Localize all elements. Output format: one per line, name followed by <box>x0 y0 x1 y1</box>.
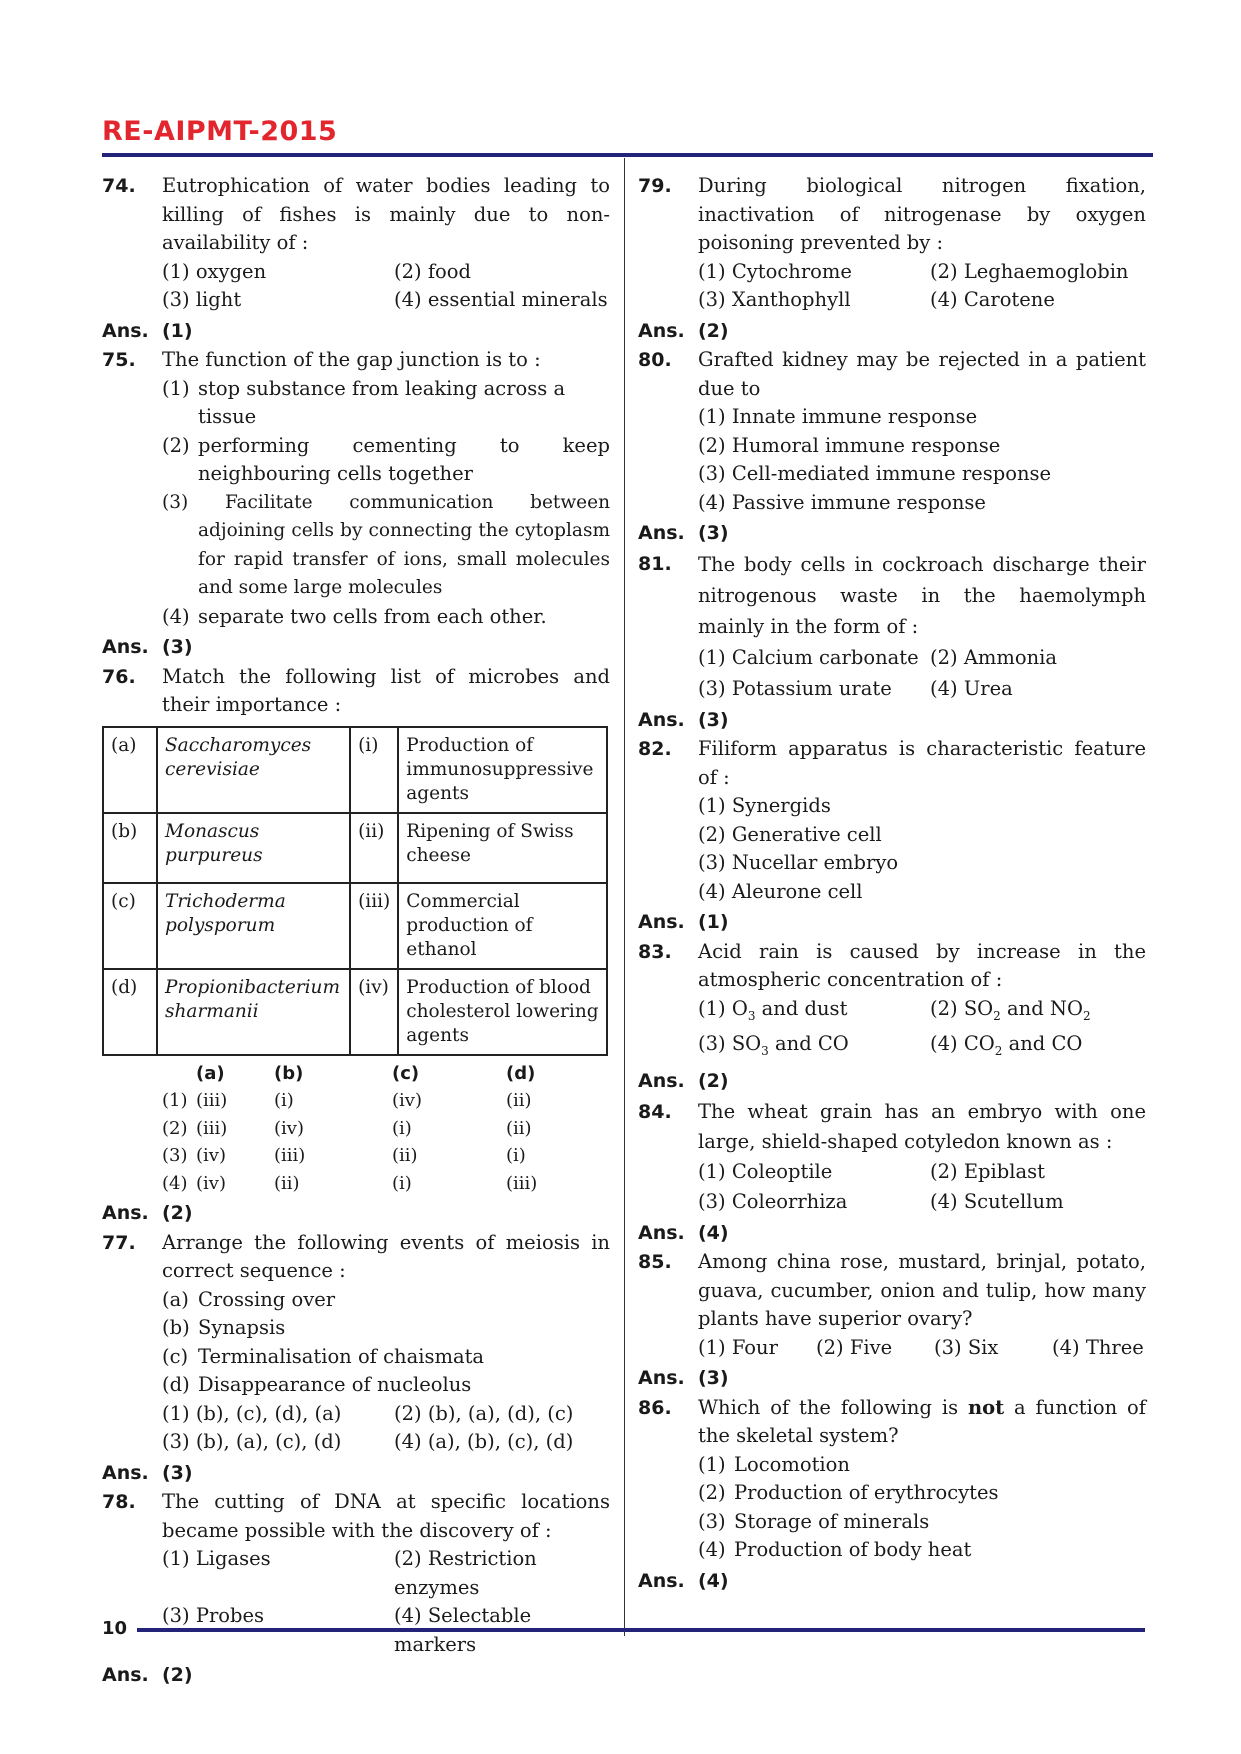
question-text: Acid rain is caused by increase in the atmospheric concentration of : <box>698 939 1146 991</box>
answer-value: (2) <box>698 1070 729 1093</box>
options <box>162 1545 610 1659</box>
answer <box>638 519 1146 548</box>
option: (1) Calcium carbonate <box>698 645 919 669</box>
table-cell: (d) <box>103 969 157 1055</box>
item-label: (b) <box>162 1316 190 1339</box>
option: (3) Cell-mediated immune response <box>698 462 1052 485</box>
item-text: Terminalisation of chaismata <box>198 1344 485 1368</box>
right-column <box>638 172 1146 1596</box>
question-85 <box>638 1248 1146 1334</box>
table-row <box>103 969 607 1055</box>
option: (4) Scutellum <box>930 1189 1064 1213</box>
option: (1) Innate immune response <box>698 405 978 428</box>
table-cell: (c) <box>103 883 157 969</box>
question-number: 79. <box>638 175 672 197</box>
question-text: The cutting of DNA at specific locations became possible with the discovery of : <box>162 1490 610 1542</box>
option: (2) Five <box>816 1335 893 1359</box>
option-text: performing cementing to keep neighbouring cells together <box>198 433 610 485</box>
option <box>930 1030 1146 1065</box>
table-row <box>103 813 607 883</box>
footer-rule <box>137 1628 1145 1632</box>
item-label: (d) <box>162 1373 190 1396</box>
question-86 <box>638 1394 1146 1451</box>
question-text: Eutrophication of water bodies leading to killing of fishes is mainly due to non-availability of : <box>162 174 610 254</box>
option-text: Locomotion <box>734 1452 850 1476</box>
grid-cell: (2) <box>162 1117 188 1139</box>
option: (3) Six <box>934 1335 999 1359</box>
options <box>698 1334 1146 1363</box>
option-text: (3) SO <box>698 1031 762 1055</box>
option: (4) Three <box>1052 1335 1144 1359</box>
option <box>698 1508 1146 1537</box>
option: (3) Nucellar embryo <box>698 851 899 874</box>
option-text: (1) O <box>698 996 748 1020</box>
option-text: (4) CO <box>930 1031 995 1055</box>
grid-header: (c) <box>392 1062 420 1084</box>
question-number: 85. <box>638 1251 672 1274</box>
answer <box>638 908 1146 937</box>
answer-value: (2) <box>162 1664 193 1686</box>
item-label: (c) <box>162 1344 189 1368</box>
options <box>162 258 610 315</box>
option: (1) Cytochrome <box>698 259 852 283</box>
question-76 <box>102 663 610 720</box>
table-cell: Propionibacterium sharmanii <box>157 969 350 1055</box>
answer-label: Ans. <box>638 1569 685 1592</box>
option: (3) (b), (a), (c), (d) <box>162 1430 342 1453</box>
item-text: Crossing over <box>198 1287 336 1311</box>
answer-label: Ans. <box>102 1461 149 1484</box>
answer <box>102 633 610 662</box>
option <box>698 1451 1146 1480</box>
table-cell: Ripening of Swiss cheese <box>398 813 607 883</box>
table-cell: Commercial production of ethanol <box>398 883 607 969</box>
option: (1) Synergids <box>698 794 831 817</box>
answer-label: Ans. <box>638 1070 685 1093</box>
option-text: and CO <box>768 1031 849 1055</box>
grid-cell: (iv) <box>274 1117 304 1139</box>
answer-value: (1) <box>162 319 193 342</box>
option: (1) (b), (c), (d), (a) <box>162 1401 342 1425</box>
grid-cell: (i) <box>506 1145 526 1166</box>
table-cell: (b) <box>103 813 157 883</box>
table-cell: Trichoderma polysporum <box>157 883 350 969</box>
list-item <box>162 1286 610 1315</box>
list-item <box>162 1314 610 1343</box>
question-text: The body cells in cockroach discharge their nitrogenous waste in the haemolymph mainly in the form of : <box>698 552 1146 638</box>
question-82 <box>638 735 1146 792</box>
answer-value: (3) <box>162 636 193 658</box>
question-number: 75. <box>102 349 136 371</box>
option: (3) Probes <box>162 1604 265 1627</box>
grid-cell: (ii) <box>506 1117 532 1139</box>
options <box>698 1157 1146 1217</box>
question-text: Match the following list of microbes and their importance : <box>162 664 610 716</box>
grid-cell: (iii) <box>274 1145 306 1166</box>
text-run: Which of the following is <box>698 1395 968 1419</box>
option <box>930 995 1146 1030</box>
options <box>162 1400 610 1457</box>
grid-cell: (ii) <box>506 1090 532 1111</box>
question-number: 76. <box>102 665 136 688</box>
question-number: 78. <box>102 1491 136 1513</box>
subscript: 2 <box>994 1043 1003 1058</box>
option: (4) essential minerals <box>394 288 608 311</box>
table-cell: (iv) <box>350 969 398 1055</box>
option: (2) Leghaemoglobin <box>930 259 1129 283</box>
left-column <box>102 172 610 1691</box>
option: (3) Xanthophyll <box>698 288 851 311</box>
page-number: 10 <box>102 1618 128 1639</box>
option: (2) Humoral immune response <box>698 433 1001 457</box>
answer-value: (3) <box>162 1461 193 1484</box>
answer-label: Ans. <box>638 1221 685 1244</box>
table-cell: Production of blood cholesterol lowering agents <box>398 969 607 1055</box>
option: (2) Restriction enzymes <box>394 1547 537 1599</box>
option <box>162 432 610 489</box>
option-number: (1) <box>162 376 190 400</box>
question-number: 86. <box>638 1396 672 1419</box>
grid-cell: (iii) <box>196 1117 228 1139</box>
grid-cell: (3) <box>162 1145 188 1166</box>
option-text: Production of body heat <box>734 1538 972 1562</box>
option-number: (3) <box>698 1509 726 1533</box>
item-text: Disappearance of nucleolus <box>198 1373 472 1396</box>
table-row <box>103 883 607 969</box>
options <box>162 375 610 632</box>
answer <box>638 1219 1146 1248</box>
option <box>698 1479 1146 1508</box>
grid-cell: (iii) <box>196 1090 228 1111</box>
option-number: (4) <box>698 1538 726 1562</box>
item-text: Synapsis <box>198 1316 286 1339</box>
answer-value: (2) <box>162 1202 193 1224</box>
option-text: and dust <box>755 996 848 1020</box>
question-text: During biological nitrogen fixation, inactivation of nitrogenase by oxygen poisoning prevented by : <box>698 174 1146 254</box>
options <box>698 995 1146 1066</box>
subscript: 3 <box>761 1043 769 1058</box>
table-cell: (ii) <box>350 813 398 883</box>
grid-cell: (i) <box>274 1090 294 1111</box>
grid-cell: (i) <box>392 1172 412 1194</box>
grid-cell: (ii) <box>274 1172 300 1194</box>
question-75 <box>102 346 610 375</box>
option: (2) Generative cell <box>698 822 882 846</box>
event-list <box>162 1286 610 1400</box>
grid-cell: (iii) <box>506 1172 538 1194</box>
option-number: (2) <box>698 1481 726 1505</box>
item-label: (a) <box>162 1287 189 1311</box>
grid-cell: (1) <box>162 1090 188 1111</box>
subscript: 2 <box>993 1008 1001 1023</box>
option <box>162 603 610 632</box>
options <box>698 792 1146 906</box>
question-text <box>698 1394 1146 1451</box>
option: (2) Epiblast <box>930 1159 1045 1183</box>
option-text: (2) SO <box>930 996 994 1020</box>
option <box>698 995 930 1030</box>
question-text: The function of the gap junction is to : <box>162 348 541 371</box>
list-item <box>162 1371 610 1400</box>
question-number: 82. <box>638 738 672 760</box>
list-item <box>162 1343 610 1372</box>
grid-cell: (iv) <box>392 1090 422 1111</box>
answer <box>638 706 1146 735</box>
options <box>698 403 1146 517</box>
grid-header: (a) <box>196 1062 225 1084</box>
answer-label: Ans. <box>638 522 685 544</box>
question-78 <box>102 1488 610 1545</box>
option <box>698 1536 1146 1565</box>
text-run: a function of the skeletal system? <box>698 1395 1146 1448</box>
page-header-title: RE-AIPMT-2015 <box>102 116 338 147</box>
question-text: Grafted kidney may be rejected in a patient due to <box>698 348 1146 400</box>
answer <box>638 317 1146 346</box>
question-81 <box>638 549 1146 642</box>
answer-label: Ans. <box>102 1202 149 1224</box>
option: (3) Potassium urate <box>698 676 892 700</box>
grid-cell: (iv) <box>196 1172 226 1194</box>
answer-label: Ans. <box>638 1367 685 1390</box>
question-83 <box>638 938 1146 995</box>
answer <box>638 1067 1146 1096</box>
grid-header: (d) <box>506 1062 536 1084</box>
table-row <box>103 727 607 813</box>
question-80 <box>638 346 1146 403</box>
question-number: 80. <box>638 349 672 371</box>
answer <box>638 1364 1146 1393</box>
option: (2) Ammonia <box>930 645 1058 669</box>
option: (2) (b), (a), (d), (c) <box>394 1401 574 1425</box>
option: (4) Carotene <box>930 288 1055 311</box>
option: (4) Urea <box>930 676 1013 700</box>
answer-value: (1) <box>698 911 729 933</box>
table-cell: Production of immunosuppressive agents <box>398 727 607 813</box>
option-text: stop substance from leaking across a tissue <box>198 376 566 428</box>
option: (1) Ligases <box>162 1547 271 1570</box>
subscript: 3 <box>747 1008 756 1023</box>
option-text: Production of erythrocytes <box>734 1481 999 1505</box>
option <box>162 375 610 432</box>
question-text: Arrange the following events of meiosis in correct sequence : <box>162 1230 610 1282</box>
option-text: and CO <box>1002 1031 1083 1055</box>
option: (1) Four <box>698 1335 778 1359</box>
option: (1) Coleoptile <box>698 1159 833 1183</box>
question-number: 84. <box>638 1100 672 1123</box>
emphasis-text: not <box>967 1395 1005 1419</box>
question-number: 83. <box>638 940 672 963</box>
question-number: 81. <box>638 552 672 575</box>
option: (4) (a), (b), (c), (d) <box>394 1430 574 1453</box>
answer <box>102 317 610 346</box>
answer-label: Ans. <box>638 708 685 731</box>
option: (3) Facilitate communication between adjoining cells by connecting the cytoplasm for rapid transfer of ions, small molecules and some large molecules <box>162 491 610 598</box>
question-84 <box>638 1097 1146 1157</box>
answer-options-grid <box>162 1060 610 1198</box>
option: (4) Selectable markers <box>394 1604 532 1656</box>
answer <box>638 1567 1146 1596</box>
option: (4) Passive immune response <box>698 490 986 514</box>
answer-value: (3) <box>698 708 729 731</box>
answer-label: Ans. <box>638 319 685 342</box>
option-text: Storage of minerals <box>734 1509 930 1533</box>
answer-value: (2) <box>698 319 729 342</box>
option <box>698 1030 930 1065</box>
answer <box>102 1199 610 1228</box>
answer <box>102 1661 610 1690</box>
question-77 <box>102 1229 610 1286</box>
option-text: separate two cells from each other. <box>198 604 547 628</box>
subscript: 2 <box>1082 1008 1091 1023</box>
option: (4) Aleurone cell <box>698 879 863 903</box>
question-number: 77. <box>102 1231 136 1254</box>
grid-header: (b) <box>274 1062 304 1084</box>
answer-label: Ans. <box>102 636 149 658</box>
options <box>698 642 1146 704</box>
question-text: Among china rose, mustard, brinjal, potato, guava, cucumber, onion and tulip, how many plants have superior ovary? <box>698 1250 1146 1331</box>
option: (3) light <box>162 288 242 311</box>
answer <box>102 1459 610 1488</box>
header-rule <box>102 153 1153 157</box>
answer-label: Ans. <box>102 1664 149 1686</box>
option-number: (1) <box>698 1452 726 1476</box>
grid-header <box>162 1060 196 1088</box>
column-divider <box>624 158 625 1636</box>
grid-cell: (iv) <box>196 1145 226 1166</box>
answer-label: Ans. <box>102 319 149 342</box>
option-number: (2) <box>162 433 190 457</box>
table-cell: Monascus purpureus <box>157 813 350 883</box>
table-cell: (a) <box>103 727 157 813</box>
answer-value: (4) <box>698 1569 729 1592</box>
grid-cell: (i) <box>392 1117 412 1139</box>
table-cell: Saccharomyces cerevisiae <box>157 727 350 813</box>
answer-value: (4) <box>698 1221 729 1244</box>
answer-value: (3) <box>698 522 729 544</box>
options <box>698 258 1146 315</box>
question-text: The wheat grain has an embryo with one large, shield-shaped cotyledon known as : <box>698 1099 1146 1153</box>
option-text: and NO <box>1000 996 1083 1020</box>
question-number: 74. <box>102 175 136 197</box>
option: (1) oxygen <box>162 259 267 283</box>
question-79 <box>638 172 1146 258</box>
table-cell: (i) <box>350 727 398 813</box>
option: (2) food <box>394 259 472 283</box>
option-number: (4) <box>162 604 190 628</box>
answer-label: Ans. <box>638 911 685 933</box>
grid-cell: (4) <box>162 1172 188 1194</box>
question-text: Filiform apparatus is characteristic feature of : <box>698 737 1146 789</box>
question-74 <box>102 172 610 258</box>
options <box>698 1451 1146 1565</box>
option: (3) Coleorrhiza <box>698 1189 848 1213</box>
answer-value: (3) <box>698 1367 729 1390</box>
grid-cell: (ii) <box>392 1145 418 1166</box>
match-table <box>102 726 608 1056</box>
table-cell: (iii) <box>350 883 398 969</box>
